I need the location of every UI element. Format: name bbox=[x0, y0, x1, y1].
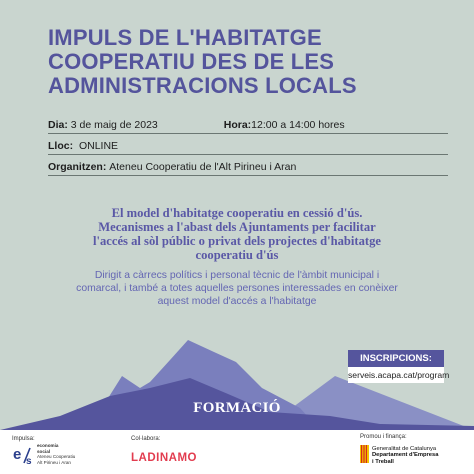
description-line: l'accés al sòl públic o privat dels projectes d'habitatge bbox=[92, 234, 381, 248]
inscripcions-label: INSCRIPCIONS: bbox=[348, 350, 444, 367]
impulsa-line: social bbox=[37, 448, 51, 454]
location-value: ONLINE bbox=[78, 140, 119, 152]
gencat-line: i Treball bbox=[372, 458, 394, 465]
audience-line: aquest model d'accés a l'habitatge bbox=[157, 295, 317, 307]
time-value: 12:00 a 14:00 hores bbox=[251, 119, 345, 131]
impulsa-line: Ateneu Cooperatiu bbox=[37, 454, 76, 460]
generalitat-flag-icon bbox=[360, 445, 369, 463]
page-title bbox=[48, 26, 448, 98]
svg-text:e: e bbox=[13, 446, 22, 463]
audience-line: comarcal, i també a totes aquelles persones interessades en conèixer bbox=[76, 282, 398, 294]
location-row bbox=[48, 138, 448, 155]
organizers-value: Ateneu Cooperatiu de l'Alt Pirineu i Aran bbox=[109, 161, 297, 173]
collabora-label: Col·labora: bbox=[131, 436, 161, 442]
date-time-row bbox=[48, 117, 448, 134]
generalitat-text bbox=[372, 446, 438, 465]
time-label: Hora: bbox=[223, 119, 252, 131]
organizers-row bbox=[48, 159, 448, 176]
title-line: IMPULS DE L'HABITATGE bbox=[48, 25, 322, 50]
svg-text:s: s bbox=[26, 456, 32, 466]
economia-social-logo-icon bbox=[12, 444, 34, 466]
organizers-label: Organitzen: bbox=[48, 161, 107, 173]
impulsa-text bbox=[37, 443, 75, 465]
date-value: 3 de maig de 2023 bbox=[70, 119, 158, 131]
impulsa-label: Impulsa: bbox=[12, 436, 35, 442]
description-line: Mecanismes a l'abast dels Ajuntaments per facilitar bbox=[98, 220, 376, 234]
audience-text bbox=[40, 270, 434, 308]
formacio-label: FORMACIÓ bbox=[193, 400, 281, 416]
gencat-line: Generalitat de Catalunya bbox=[372, 446, 437, 452]
ladinamo-logo: LADINAMO bbox=[131, 452, 197, 464]
registration-link[interactable]: serveis.acapa.cat/program bbox=[348, 367, 444, 383]
impulsa-line: economia bbox=[37, 443, 59, 448]
description-line: El model d'habitatge cooperatiu en cessió d'ús. bbox=[111, 206, 363, 220]
audience-line: Dirigit a càrrecs polítics i personal tècnic de l'àmbit municipal i bbox=[94, 270, 380, 281]
title-line: ADMINISTRACIONS LOCALS bbox=[48, 73, 357, 98]
gencat-line: Departament d'Empresa bbox=[372, 452, 439, 459]
date-label: Dia: bbox=[48, 119, 68, 131]
description-line: cooperatiu d'ús bbox=[195, 248, 279, 262]
description bbox=[40, 206, 434, 262]
title-line: COOPERATIU DES DE LES bbox=[48, 49, 335, 74]
promou-label: Promou i finança: bbox=[360, 434, 407, 440]
impulsa-line: Alt Pirineu i Aran bbox=[37, 459, 71, 465]
location-label: Lloc: bbox=[48, 140, 74, 152]
event-info bbox=[48, 117, 448, 180]
